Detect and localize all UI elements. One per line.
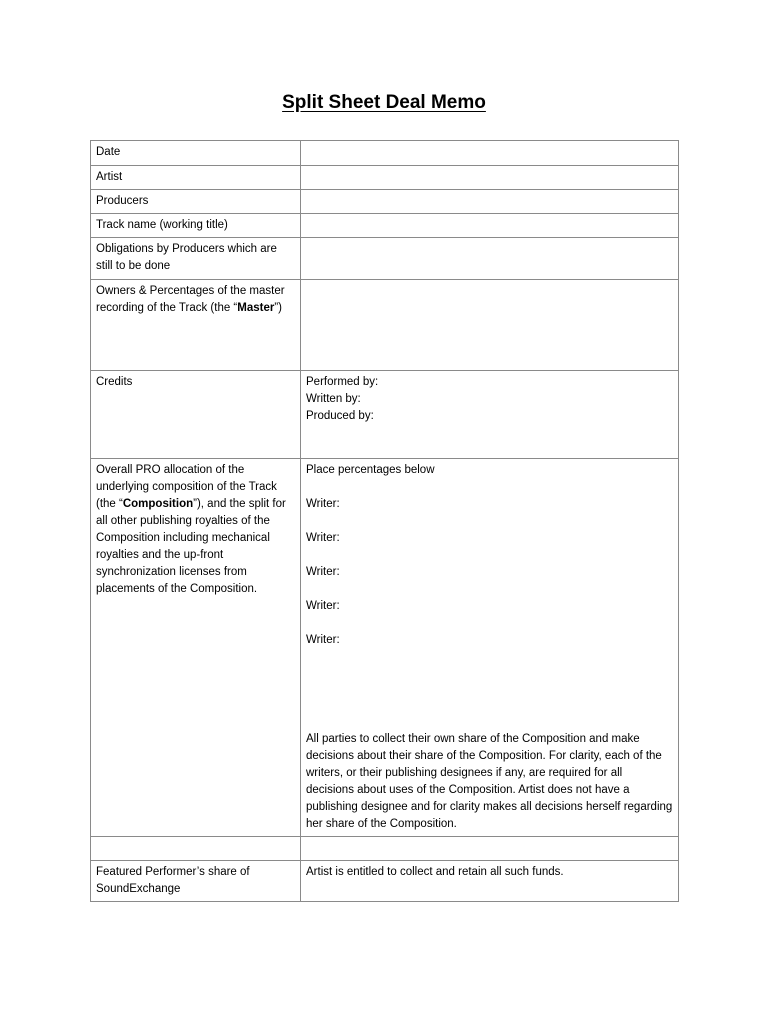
track-name-label: Track name (working title) [91, 214, 301, 238]
credits-label: Credits [91, 371, 301, 459]
pro-label-bold: Composition [122, 498, 194, 510]
date-label: Date [91, 141, 301, 166]
date-value [301, 141, 679, 166]
producers-label: Producers [91, 190, 301, 214]
obligations-value [301, 238, 679, 280]
pro-label-post: ”), and the split for all other publishing royalties of the Composition including mechanical royalties and the up-front synchronization licenses from placements of the Composition. [96, 498, 286, 595]
table-row-owners [91, 280, 679, 371]
artist-value [301, 166, 679, 190]
blank-label [91, 837, 301, 861]
owners-label-pre: Owners & Percentages of the master recording of the Track (the “ [96, 285, 285, 314]
table-row-track-name [91, 214, 679, 238]
owners-label-bold: Master [237, 302, 275, 314]
table-row-date [91, 141, 679, 166]
document-title: Split Sheet Deal Memo [282, 92, 486, 113]
composition-note: All parties to collect their own share of the Composition and make decisions about their share of the Composition. For clarity, each of the writers, or their publishing designees if any, are required for all decisions about uses of the Composition. Artist does not have a publishing designee and for clarity makes all decisions herself regarding her share of the Composition. [306, 733, 673, 830]
owners-label-post: ”) [274, 302, 283, 314]
writer-line: Writer: [306, 532, 340, 544]
writer-line: Writer: [306, 634, 340, 646]
writer-line: Writer: [306, 566, 340, 578]
pro-label-pre: Overall PRO allocation of the underlying composition of the Track (the “ [96, 464, 277, 510]
table-row-soundexchange [91, 861, 679, 902]
blank-value [301, 837, 679, 861]
percentages-instruction: Place percentages below [306, 464, 435, 476]
table-row-blank [91, 837, 679, 861]
owners-value [301, 280, 679, 371]
artist-label: Artist [91, 166, 301, 190]
written-by-line: Written by: [306, 393, 361, 405]
pro-allocation-value [301, 459, 679, 837]
writer-line: Writer: [306, 498, 340, 510]
performed-by-line: Performed by: [306, 376, 379, 388]
soundexchange-value: Artist is entitled to collect and retain all such funds. [301, 861, 679, 902]
obligations-label: Obligations by Producers which are still to be done [91, 238, 301, 280]
pro-allocation-label [91, 459, 301, 837]
table-row-obligations [91, 238, 679, 280]
table-row-producers [91, 190, 679, 214]
track-name-value [301, 214, 679, 238]
produced-by-line: Produced by: [306, 410, 374, 422]
deal-memo-table [90, 140, 679, 902]
table-row-pro-allocation [91, 459, 679, 837]
table-row-artist [91, 166, 679, 190]
writer-line: Writer: [306, 600, 340, 612]
table-row-credits [91, 371, 679, 459]
producers-value [301, 190, 679, 214]
soundexchange-label: Featured Performer’s share of SoundExchange [91, 861, 301, 902]
credits-value [301, 371, 679, 459]
owners-label [91, 280, 301, 371]
